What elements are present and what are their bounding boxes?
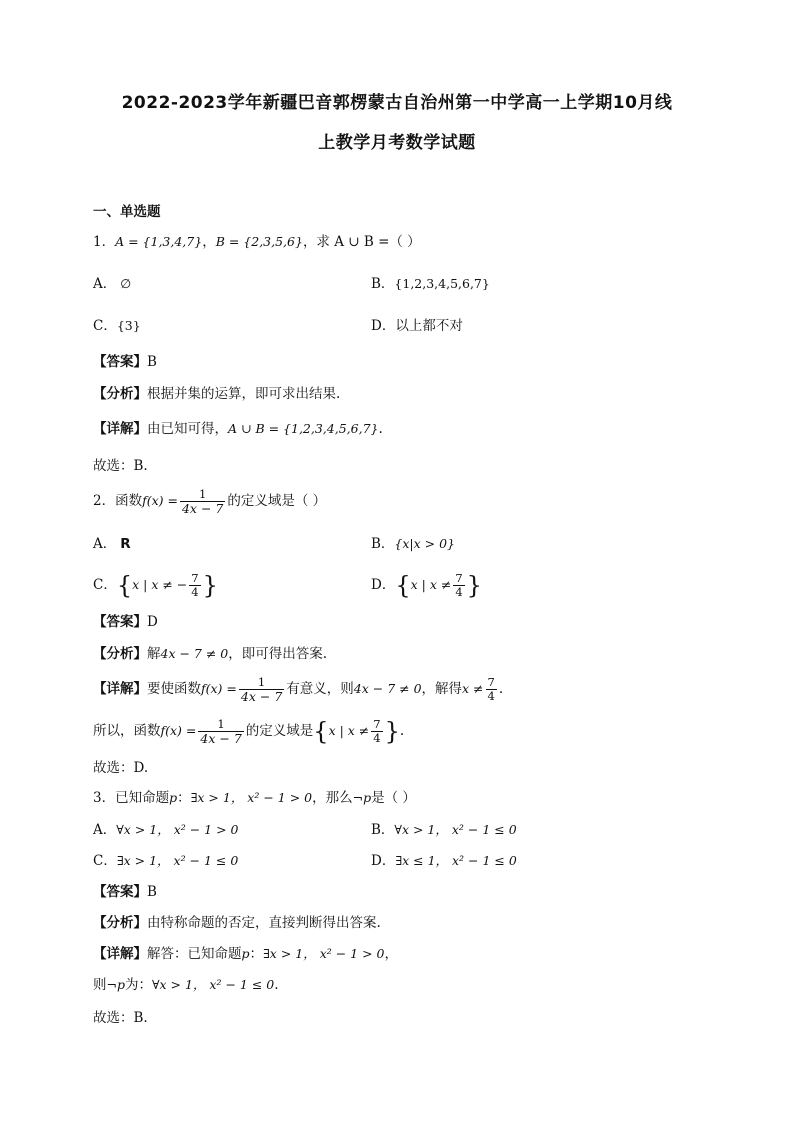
q2-option-b: B．{x|x > 0} <box>371 536 456 552</box>
q2-conclusion: 故选：D. <box>93 760 149 776</box>
q1-option-b: B．{1,2,3,4,5,6,7} <box>371 276 490 292</box>
q3-detail-line2: 则¬p为：∀x > 1， x² − 1 ≤ 0. <box>93 977 279 993</box>
q2-stem: 2．函数f(x) = $\frac{1}{4x - 7}$ 的定义域是（ ） <box>93 487 327 516</box>
q3-answer: 【答案】B <box>93 884 157 900</box>
q2-option-c: C．{x | x ≠ − $\frac{7}{4}$ } <box>93 571 218 600</box>
section-heading: 一、单选题 <box>93 204 161 220</box>
q1-conclusion: 故选：B. <box>93 458 148 474</box>
q3-stem: 3．已知命题p：∃x > 1， x² − 1 > 0，那么¬p是（ ） <box>93 790 416 806</box>
q2-answer: 【答案】D <box>93 614 158 630</box>
q2-option-a: A． R <box>93 536 131 552</box>
q1-option-c: C．{3} <box>93 318 141 334</box>
q1-stem: 1．A = {1,3,4,7}，B = {2,3,5,6}，求 A ∪ B =（ ） <box>93 234 421 250</box>
q3-analysis: 【分析】由特称命题的否定，直接判断得出答案. <box>93 915 381 931</box>
title-line-2: 上教学月考数学试题 <box>318 133 476 153</box>
q3-conclusion: 故选：B. <box>93 1010 148 1026</box>
q1-option-a: A． ∅ <box>93 276 132 292</box>
q3-detail: 【详解】解答：已知命题p：∃x > 1， x² − 1 > 0， <box>93 946 399 962</box>
q1-option-d: D．以上都不对 <box>371 318 463 334</box>
title-line-1: 2022-2023学年新疆巴音郭楞蒙古自治州第一中学高一上学期10月线 <box>121 93 673 113</box>
q1-analysis: 【分析】根据并集的运算，即可求出结果. <box>93 386 341 402</box>
q3-option-c: C．∃x > 1， x² − 1 ≤ 0 <box>93 853 239 869</box>
q3-option-a: A．∀x > 1， x² − 1 > 0 <box>93 822 239 838</box>
q2-detail: 【详解】要使函数f(x) = $\frac{1}{4x - 7}$ 有意义，则4x − 7 ≠ 0，解得x ≠ $\frac{7}{4}$ . <box>93 675 504 704</box>
q2-detail-line2: 所以，函数f(x) = $\frac{1}{4x - 7}$ 的定义域是{x | x ≠ $\frac{7}{4}$ }. <box>93 717 405 746</box>
q3-option-b: B．∀x > 1， x² − 1 ≤ 0 <box>371 822 517 838</box>
q3-option-d: D．∃x ≤ 1， x² − 1 ≤ 0 <box>371 853 517 869</box>
q1-detail: 【详解】由已知可得，A ∪ B = {1,2,3,4,5,6,7}. <box>93 421 383 437</box>
q2-analysis: 【分析】解4x − 7 ≠ 0，即可得出答案. <box>93 646 328 662</box>
q2-option-d: D．{x | x ≠ $\frac{7}{4}$ } <box>371 571 482 600</box>
q1-answer: 【答案】B <box>93 354 157 370</box>
